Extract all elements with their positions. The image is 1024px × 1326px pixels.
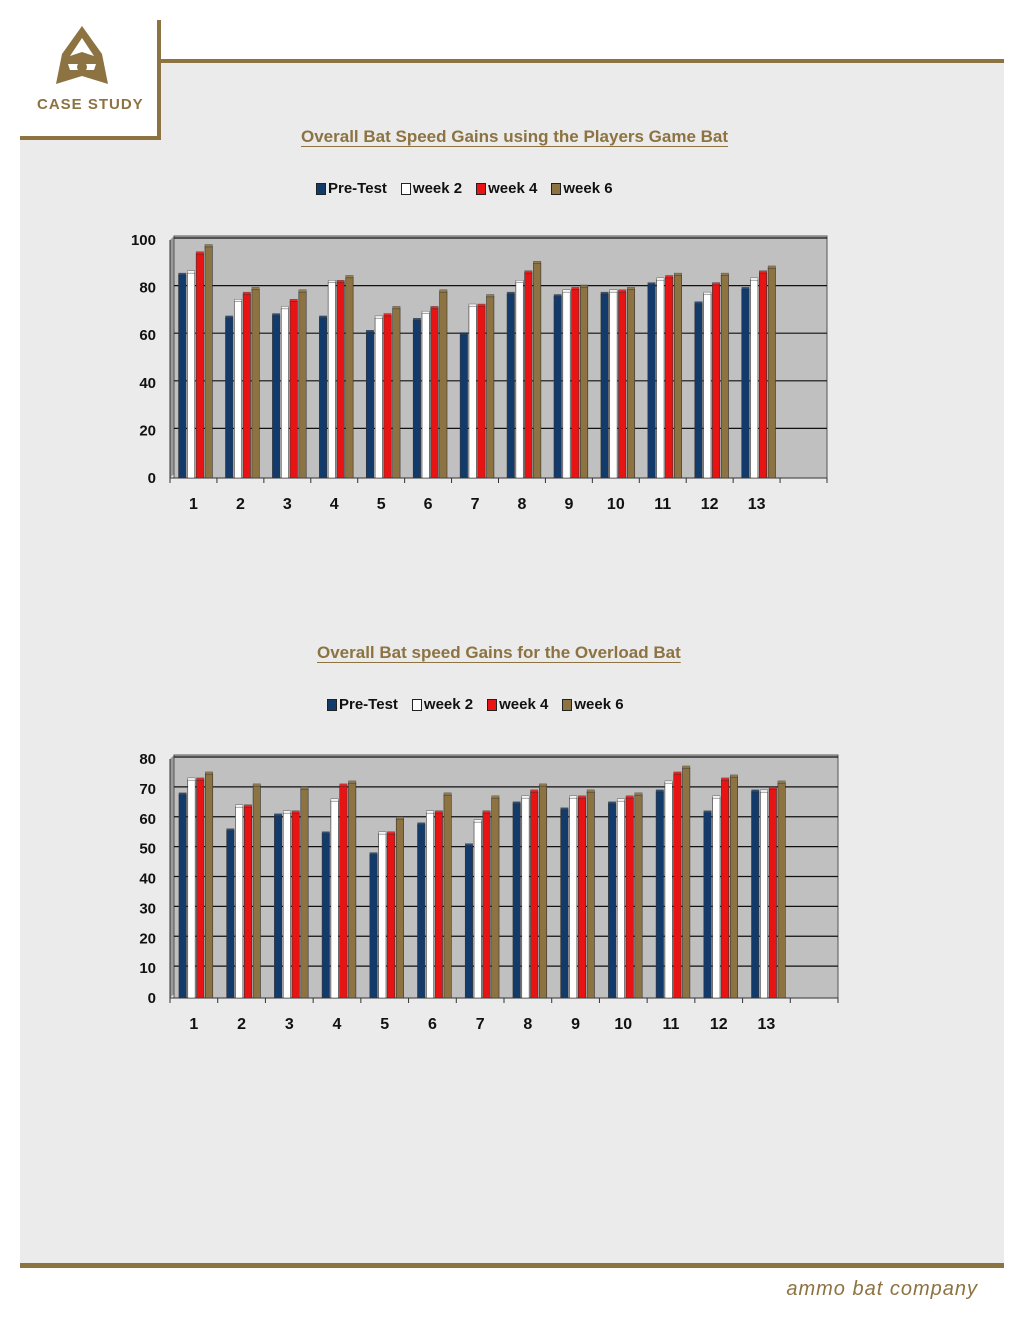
bar-pre-test bbox=[227, 831, 234, 998]
bar-top-week-4 bbox=[387, 832, 394, 835]
bar-week-2 bbox=[516, 282, 523, 478]
bar-week-6 bbox=[252, 289, 259, 478]
y-tick-label: 20 bbox=[139, 422, 156, 440]
bar-pre-test bbox=[704, 813, 711, 998]
y-tick-label: 40 bbox=[139, 870, 156, 888]
bar-week-6 bbox=[635, 795, 642, 998]
bar-week-6 bbox=[253, 786, 260, 998]
bar-week-2 bbox=[751, 280, 758, 478]
case-study-label: CASE STUDY bbox=[37, 96, 144, 113]
y-tick-label: 20 bbox=[139, 930, 156, 948]
bar-week-6 bbox=[721, 275, 728, 478]
bar-top-week-2 bbox=[379, 832, 386, 835]
bar-top-pre-test bbox=[507, 292, 514, 295]
bar-week-4 bbox=[721, 780, 728, 998]
bar-top-week-4 bbox=[431, 306, 438, 309]
y-tick-label: 80 bbox=[139, 751, 156, 768]
bar-pre-test bbox=[742, 289, 749, 478]
bar-top-week-6 bbox=[721, 273, 728, 276]
legend-swatch bbox=[401, 183, 411, 195]
bar-week-2 bbox=[281, 308, 288, 478]
bar-pre-test bbox=[561, 810, 568, 998]
bar-top-week-4 bbox=[384, 314, 391, 317]
bar-week-2 bbox=[375, 318, 382, 478]
bar-top-week-6 bbox=[580, 285, 587, 288]
bar-week-4 bbox=[531, 792, 538, 998]
bar-top-week-2 bbox=[522, 796, 529, 799]
y-tick-label: 80 bbox=[139, 279, 156, 297]
bar-top-week-4 bbox=[619, 290, 626, 293]
legend-item-week-2 bbox=[412, 696, 473, 713]
bar-top-week-6 bbox=[205, 245, 212, 248]
bar-week-4 bbox=[244, 807, 251, 998]
bar-week-6 bbox=[393, 308, 400, 478]
bar-week-2 bbox=[474, 822, 481, 998]
bar-week-4 bbox=[431, 308, 438, 478]
bar-week-2 bbox=[617, 801, 624, 998]
legend-swatch bbox=[551, 183, 561, 195]
bar-week-4 bbox=[674, 774, 681, 998]
bar-top-week-6 bbox=[539, 784, 546, 787]
x-tick-label: 12 bbox=[700, 496, 719, 513]
bar-top-week-6 bbox=[346, 275, 353, 278]
bar-top-week-6 bbox=[252, 287, 259, 290]
bar-week-2 bbox=[469, 306, 476, 478]
bar-week-2 bbox=[379, 834, 386, 998]
footer-divider bbox=[20, 1263, 1004, 1268]
bar-week-6 bbox=[683, 768, 690, 998]
bar-pre-test bbox=[319, 318, 326, 478]
bar-top-week-2 bbox=[760, 790, 767, 793]
bar-top-pre-test bbox=[460, 333, 467, 336]
bar-pre-test bbox=[752, 792, 759, 998]
bar-top-week-4 bbox=[525, 271, 532, 274]
bar-top-week-2 bbox=[469, 304, 476, 307]
legend-label: week 4 bbox=[499, 696, 549, 713]
bar-week-6 bbox=[533, 263, 540, 478]
bar-pre-test bbox=[601, 294, 608, 478]
bar-top-week-4 bbox=[290, 299, 297, 302]
bar-top-pre-test bbox=[601, 292, 608, 295]
bar-week-6 bbox=[768, 268, 775, 478]
bar-week-6 bbox=[396, 819, 403, 998]
bar-top-week-6 bbox=[440, 290, 447, 293]
legend-label: week 6 bbox=[563, 180, 613, 197]
bar-week-6 bbox=[627, 289, 634, 478]
bar-week-4 bbox=[292, 813, 299, 998]
y-tick-label: 50 bbox=[139, 840, 156, 858]
legend-label: week 2 bbox=[412, 180, 463, 197]
x-tick-label: 8 bbox=[517, 496, 527, 513]
bar-pre-test bbox=[695, 304, 702, 478]
bar-top-pre-test bbox=[225, 316, 232, 319]
bar-top-pre-test bbox=[274, 814, 281, 817]
y-tick-label: 10 bbox=[139, 960, 156, 978]
bar-week-4 bbox=[435, 813, 442, 998]
bar-top-week-2 bbox=[422, 311, 429, 314]
bar-top-week-6 bbox=[393, 306, 400, 309]
bar-week-4 bbox=[626, 798, 633, 998]
bar-top-week-6 bbox=[778, 781, 785, 784]
bar-week-6 bbox=[487, 297, 494, 479]
bar-top-week-2 bbox=[234, 299, 241, 302]
header-divider-vertical bbox=[157, 20, 161, 138]
legend-item-pre-test bbox=[327, 696, 398, 713]
bar-week-4 bbox=[483, 813, 490, 998]
bar-top-week-6 bbox=[492, 796, 499, 799]
bar-week-6 bbox=[346, 277, 353, 478]
x-tick-label: 5 bbox=[376, 496, 386, 513]
chart1-title: Overall Bat Speed Gains using the Players Game Bat bbox=[301, 127, 729, 146]
y-tick-label: 0 bbox=[147, 470, 156, 487]
bar-top-week-2 bbox=[713, 796, 720, 799]
bar-top-week-2 bbox=[563, 290, 570, 293]
plot-side-wall bbox=[170, 236, 174, 478]
x-tick-label: 2 bbox=[235, 496, 245, 513]
y-tick-label: 70 bbox=[139, 780, 156, 798]
bar-top-week-6 bbox=[301, 787, 308, 790]
bar-top-week-4 bbox=[769, 787, 776, 790]
bar-week-4 bbox=[769, 789, 776, 998]
bar-week-6 bbox=[301, 789, 308, 998]
chart2-legend bbox=[327, 696, 624, 713]
bar-top-week-2 bbox=[657, 278, 664, 281]
bar-week-4 bbox=[197, 780, 204, 998]
bar-top-pre-test bbox=[179, 273, 186, 276]
chart1-legend bbox=[316, 180, 613, 197]
bar-pre-test bbox=[465, 846, 472, 998]
x-tick-label: 11 bbox=[654, 496, 672, 513]
bar-top-pre-test bbox=[608, 802, 615, 805]
bar-week-4 bbox=[759, 273, 766, 478]
bar-week-4 bbox=[196, 254, 203, 478]
x-tick-label: 10 bbox=[606, 496, 625, 513]
bar-top-week-2 bbox=[665, 781, 672, 784]
bar-week-6 bbox=[205, 247, 212, 478]
x-tick-label: 6 bbox=[427, 1016, 437, 1033]
plot-area bbox=[174, 236, 827, 478]
x-tick-label: 8 bbox=[523, 1016, 533, 1033]
bar-week-2 bbox=[713, 798, 720, 998]
x-tick-label: 5 bbox=[380, 1016, 390, 1033]
x-tick-label: 3 bbox=[284, 1016, 294, 1033]
bar-top-pre-test bbox=[465, 844, 472, 847]
bar-week-6 bbox=[674, 275, 681, 478]
bar-pre-test bbox=[272, 316, 279, 478]
bar-top-week-4 bbox=[531, 790, 538, 793]
bar-top-week-2 bbox=[751, 278, 758, 281]
bar-week-6 bbox=[730, 777, 737, 998]
chart2-plot bbox=[100, 745, 850, 1045]
bar-top-week-4 bbox=[759, 271, 766, 274]
y-tick-label: 60 bbox=[139, 810, 156, 828]
bar-week-6 bbox=[778, 783, 785, 998]
legend-label: week 2 bbox=[423, 696, 474, 713]
bar-week-2 bbox=[704, 294, 711, 478]
bar-pre-test bbox=[366, 332, 373, 478]
bar-top-week-2 bbox=[283, 811, 290, 814]
bar-top-week-6 bbox=[627, 287, 634, 290]
bar-top-week-4 bbox=[665, 275, 672, 278]
bar-pre-test bbox=[648, 285, 655, 478]
bar-week-2 bbox=[235, 807, 242, 998]
bar-top-week-4 bbox=[483, 811, 490, 814]
bar-pre-test bbox=[656, 792, 663, 998]
bar-top-week-2 bbox=[704, 292, 711, 295]
plot-side-wall bbox=[170, 755, 174, 998]
bar-top-pre-test bbox=[272, 314, 279, 317]
bar-top-week-4 bbox=[244, 805, 251, 808]
bar-top-pre-test bbox=[513, 802, 520, 805]
bar-week-4 bbox=[290, 301, 297, 478]
x-tick-label: 9 bbox=[564, 496, 574, 513]
brand-footer: ammo bat company bbox=[786, 1278, 978, 1300]
bar-top-week-2 bbox=[617, 799, 624, 802]
bar-week-4 bbox=[619, 292, 626, 478]
legend-swatch bbox=[562, 699, 572, 711]
bar-top-pre-test bbox=[554, 295, 561, 298]
bar-top-week-2 bbox=[187, 271, 194, 274]
bar-week-6 bbox=[299, 292, 306, 478]
x-tick-label: 13 bbox=[757, 1016, 776, 1033]
bar-pre-test bbox=[513, 804, 520, 998]
bar-week-2 bbox=[331, 801, 338, 998]
bar-top-week-2 bbox=[188, 778, 195, 781]
bar-week-2 bbox=[665, 783, 672, 998]
legend-label: Pre-Test bbox=[339, 696, 398, 713]
bar-top-week-4 bbox=[674, 772, 681, 775]
x-tick-label: 12 bbox=[709, 1016, 728, 1033]
bar-week-2 bbox=[563, 292, 570, 478]
y-tick-label: 0 bbox=[147, 990, 156, 1007]
bar-top-week-4 bbox=[196, 252, 203, 255]
bar-top-week-4 bbox=[340, 784, 347, 787]
bar-pre-test bbox=[322, 834, 329, 998]
bar-top-week-2 bbox=[474, 820, 481, 823]
bar-top-week-6 bbox=[768, 266, 775, 269]
bar-top-week-2 bbox=[375, 316, 382, 319]
bar-pre-test bbox=[418, 825, 425, 998]
ammo-bat-shield-logo-icon bbox=[54, 24, 110, 90]
bar-week-2 bbox=[610, 292, 617, 478]
bar-week-6 bbox=[205, 774, 212, 998]
bar-week-6 bbox=[580, 287, 587, 478]
bar-pre-test bbox=[370, 855, 377, 998]
bar-top-week-6 bbox=[587, 790, 594, 793]
bar-top-pre-test bbox=[319, 316, 326, 319]
bar-week-6 bbox=[587, 792, 594, 998]
legend-item-week-2 bbox=[401, 180, 462, 197]
bar-top-week-6 bbox=[674, 273, 681, 276]
legend-item-pre-test bbox=[316, 180, 387, 197]
bar-top-week-2 bbox=[610, 290, 617, 293]
bar-top-week-6 bbox=[299, 290, 306, 293]
bar-week-4 bbox=[665, 277, 672, 478]
legend-item-week-6 bbox=[551, 180, 612, 197]
bar-pre-test bbox=[507, 294, 514, 478]
x-tick-label: 4 bbox=[332, 1016, 342, 1033]
x-tick-label: 2 bbox=[237, 1016, 247, 1033]
bar-top-week-6 bbox=[396, 817, 403, 820]
x-tick-label: 1 bbox=[189, 496, 198, 513]
bar-week-4 bbox=[384, 316, 391, 478]
bar-week-6 bbox=[444, 795, 451, 998]
x-tick-label: 6 bbox=[423, 496, 433, 513]
bar-week-4 bbox=[340, 786, 347, 998]
bar-top-pre-test bbox=[695, 302, 702, 305]
y-tick-label: 40 bbox=[139, 374, 156, 392]
bar-top-week-6 bbox=[635, 793, 642, 796]
bar-top-week-2 bbox=[426, 811, 433, 814]
bar-top-pre-test bbox=[418, 823, 425, 826]
bar-top-pre-test bbox=[366, 330, 373, 333]
bar-top-week-4 bbox=[243, 292, 250, 295]
bar-top-week-6 bbox=[444, 793, 451, 796]
bar-top-week-4 bbox=[435, 811, 442, 814]
bar-pre-test bbox=[413, 320, 420, 478]
bar-week-2 bbox=[422, 313, 429, 478]
y-tick-label: 60 bbox=[139, 327, 156, 345]
bar-week-4 bbox=[337, 282, 344, 478]
bar-top-pre-test bbox=[561, 808, 568, 811]
bar-top-week-6 bbox=[533, 261, 540, 264]
bar-top-week-6 bbox=[349, 781, 356, 784]
legend-swatch bbox=[316, 183, 326, 195]
bar-top-pre-test bbox=[227, 829, 234, 832]
legend-swatch bbox=[327, 699, 337, 711]
legend-item-week-4 bbox=[487, 696, 548, 713]
bar-top-pre-test bbox=[370, 853, 377, 856]
bar-week-2 bbox=[283, 813, 290, 998]
x-tick-label: 3 bbox=[282, 496, 292, 513]
bar-week-4 bbox=[578, 798, 585, 998]
bar-week-2 bbox=[522, 798, 529, 998]
x-tick-label: 4 bbox=[329, 496, 339, 513]
bar-top-week-4 bbox=[478, 304, 485, 307]
legend-label: week 6 bbox=[574, 696, 624, 713]
bar-pre-test bbox=[460, 335, 467, 478]
bar-top-week-2 bbox=[331, 799, 338, 802]
bar-week-2 bbox=[760, 792, 767, 998]
x-tick-label: 7 bbox=[475, 1016, 485, 1033]
bar-week-2 bbox=[234, 301, 241, 478]
x-tick-label: 7 bbox=[470, 496, 480, 513]
bar-pre-test bbox=[274, 816, 281, 998]
legend-swatch bbox=[487, 699, 497, 711]
bar-week-6 bbox=[349, 783, 356, 998]
bar-week-6 bbox=[492, 798, 499, 998]
bar-week-4 bbox=[525, 273, 532, 478]
bar-top-week-2 bbox=[516, 280, 523, 283]
bar-top-week-4 bbox=[626, 796, 633, 799]
bar-top-week-4 bbox=[712, 283, 719, 286]
y-tick-label: 30 bbox=[139, 900, 156, 918]
bar-top-week-6 bbox=[205, 772, 212, 775]
header-divider-right bbox=[161, 59, 1004, 63]
x-tick-label: 13 bbox=[747, 496, 766, 513]
bar-week-6 bbox=[440, 292, 447, 478]
bar-top-week-2 bbox=[281, 306, 288, 309]
bar-week-6 bbox=[539, 786, 546, 998]
bar-week-2 bbox=[187, 273, 194, 478]
bar-pre-test bbox=[179, 275, 186, 478]
bar-top-pre-test bbox=[656, 790, 663, 793]
bar-top-week-6 bbox=[253, 784, 260, 787]
bar-top-week-4 bbox=[721, 778, 728, 781]
bar-week-4 bbox=[712, 285, 719, 478]
bar-top-pre-test bbox=[322, 832, 329, 835]
legend-item-week-4 bbox=[476, 180, 537, 197]
bar-top-week-2 bbox=[235, 805, 242, 808]
bar-top-pre-test bbox=[179, 793, 186, 796]
bar-top-week-6 bbox=[487, 295, 494, 298]
bar-week-4 bbox=[478, 306, 485, 478]
bar-pre-test bbox=[608, 804, 615, 998]
header-divider-left bbox=[20, 136, 161, 140]
bar-top-week-4 bbox=[197, 778, 204, 781]
x-tick-label: 9 bbox=[571, 1016, 581, 1033]
bar-top-pre-test bbox=[742, 287, 749, 290]
legend-label: Pre-Test bbox=[328, 180, 387, 197]
legend-swatch bbox=[412, 699, 422, 711]
bar-top-pre-test bbox=[752, 790, 759, 793]
bar-week-2 bbox=[657, 280, 664, 478]
chart2-title: Overall Bat speed Gains for the Overload Bat bbox=[317, 643, 681, 662]
legend-swatch bbox=[476, 183, 486, 195]
bar-pre-test bbox=[225, 318, 232, 478]
bar-week-4 bbox=[572, 289, 579, 478]
bar-week-4 bbox=[387, 834, 394, 998]
x-tick-label: 10 bbox=[614, 1016, 633, 1033]
bar-week-2 bbox=[426, 813, 433, 998]
bar-week-2 bbox=[328, 282, 335, 478]
chart1-plot bbox=[100, 225, 840, 525]
bar-top-week-4 bbox=[337, 280, 344, 283]
x-tick-label: 11 bbox=[662, 1016, 680, 1033]
bar-week-4 bbox=[243, 294, 250, 478]
legend-item-week-6 bbox=[562, 696, 623, 713]
bar-top-week-4 bbox=[292, 811, 299, 814]
bar-top-week-4 bbox=[572, 287, 579, 290]
bar-top-week-6 bbox=[683, 766, 690, 769]
y-tick-label: 100 bbox=[130, 232, 156, 249]
bar-pre-test bbox=[554, 297, 561, 479]
bar-top-pre-test bbox=[704, 811, 711, 814]
legend-label: week 4 bbox=[488, 180, 538, 197]
bar-top-week-2 bbox=[328, 280, 335, 283]
bar-top-week-2 bbox=[569, 796, 576, 799]
bar-top-pre-test bbox=[413, 318, 420, 321]
bar-top-week-6 bbox=[730, 775, 737, 778]
bar-pre-test bbox=[179, 795, 186, 998]
bar-week-2 bbox=[569, 798, 576, 998]
bar-top-week-4 bbox=[578, 796, 585, 799]
bar-week-2 bbox=[188, 780, 195, 998]
x-tick-label: 1 bbox=[189, 1016, 199, 1033]
bar-top-pre-test bbox=[648, 283, 655, 286]
